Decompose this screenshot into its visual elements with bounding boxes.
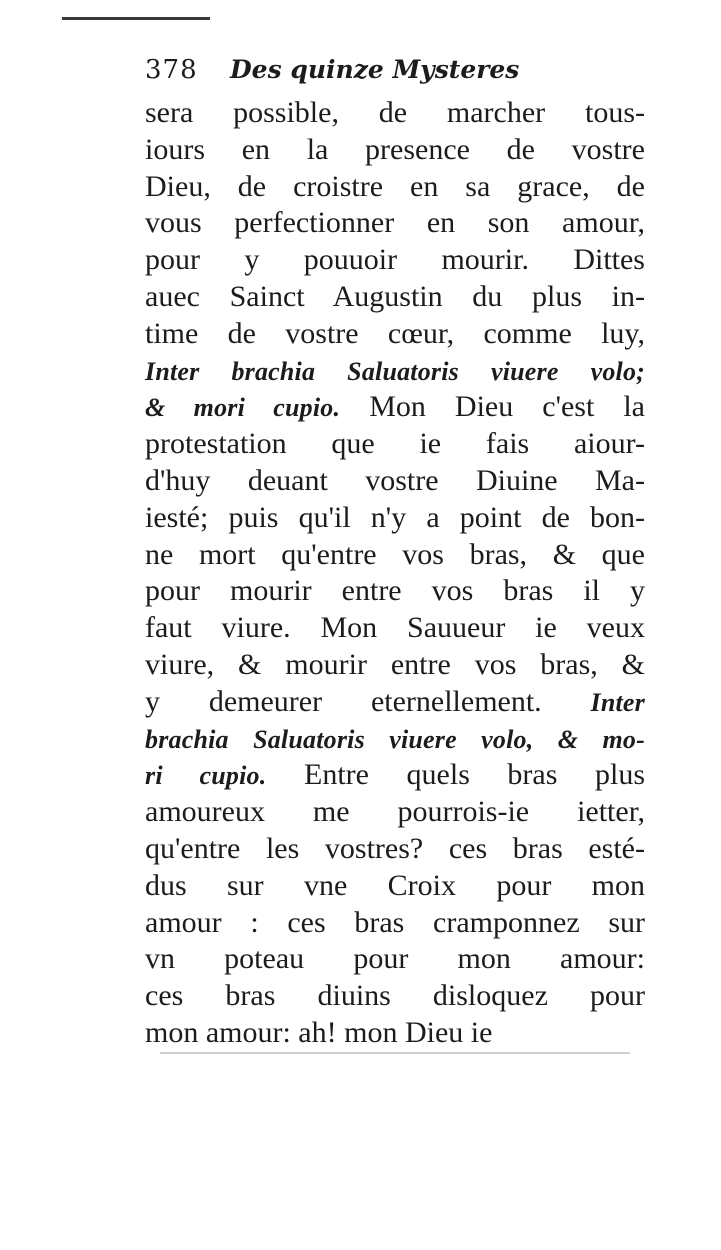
text-line [145,647,645,684]
text-line [145,500,645,537]
page-header [145,55,645,95]
text-line [145,132,645,169]
text-line [145,573,645,610]
latin-quote: ri cupio. [145,761,267,791]
line-text: protestation que ie fais aiour- [145,427,645,461]
latin-quote: Inter brachia Saluatoris viuere volo; [145,356,645,386]
line-text: amoureux me pourrois-ie ietter, [145,795,645,829]
text-line [145,389,645,426]
line-text: ne mort qu'entre vos bras, & que [145,537,645,571]
text-line [145,169,645,206]
page-number: 378 [145,55,198,85]
footer-rule [160,1052,630,1054]
line-text: vous perfectionner en son amour, [145,206,645,240]
line-text: pour y pouuoir mourir. Dittes [145,243,645,277]
top-rule [62,17,210,20]
latin-quote: & mori cupio. [145,393,341,423]
line-text: time de vostre cœur, comme luy, [145,316,645,350]
line-text: Mon Dieu c'est la [340,390,645,424]
text-line [145,757,645,794]
text-line [145,537,645,574]
line-text: y demeurer eternellement. [145,684,591,718]
line-text: d'huy deuant vostre Diuine Ma- [145,463,645,497]
line-text: mon amour: ah! mon Dieu ie [145,1015,493,1049]
text-body [145,95,645,1052]
line-text: sera possible, de marcher tous- [145,96,645,129]
line-text: amour : ces bras cramponnez sur [145,905,645,939]
text-line [145,610,645,647]
text-line [145,242,645,279]
text-line [145,316,645,353]
line-text: viure, & mourir entre vos bras, & [145,647,645,681]
book-page [145,55,645,1052]
line-text: pour mourir entre vos bras il y [145,574,645,608]
text-line [145,978,645,1015]
text-line [145,353,645,390]
latin-quote: brachia Saluatoris viuere volo, & mo- [145,724,645,754]
line-text: iours en la presence de vostre [145,132,645,166]
line-text: dus sur vne Croix pour mon [145,868,645,902]
text-line [145,794,645,831]
line-text: vn poteau pour mon amour: [145,942,645,976]
text-line [145,721,645,758]
text-line [145,1015,645,1052]
text-line [145,905,645,942]
line-text: qu'entre les vostres? ces bras esté- [145,831,645,865]
line-text: faut viure. Mon Sauueur ie veux [145,611,645,645]
text-line [145,279,645,316]
line-text: Dieu, de croistre en sa grace, de [145,169,645,203]
latin-quote: Inter [590,687,645,717]
text-line [145,426,645,463]
text-line [145,868,645,905]
text-line [145,831,645,868]
line-text: iesté; puis qu'il n'y a point de bon- [145,500,645,534]
text-line [145,941,645,978]
text-line [145,95,645,132]
text-line [145,205,645,242]
running-head: Des quinze Mysteres [230,55,520,84]
text-line [145,463,645,500]
line-text: Entre quels bras plus [266,758,645,792]
line-text: auec Sainct Augustin du plus in- [145,279,645,313]
line-text: ces bras diuins disloquez pour [145,979,645,1013]
text-line [145,684,645,721]
